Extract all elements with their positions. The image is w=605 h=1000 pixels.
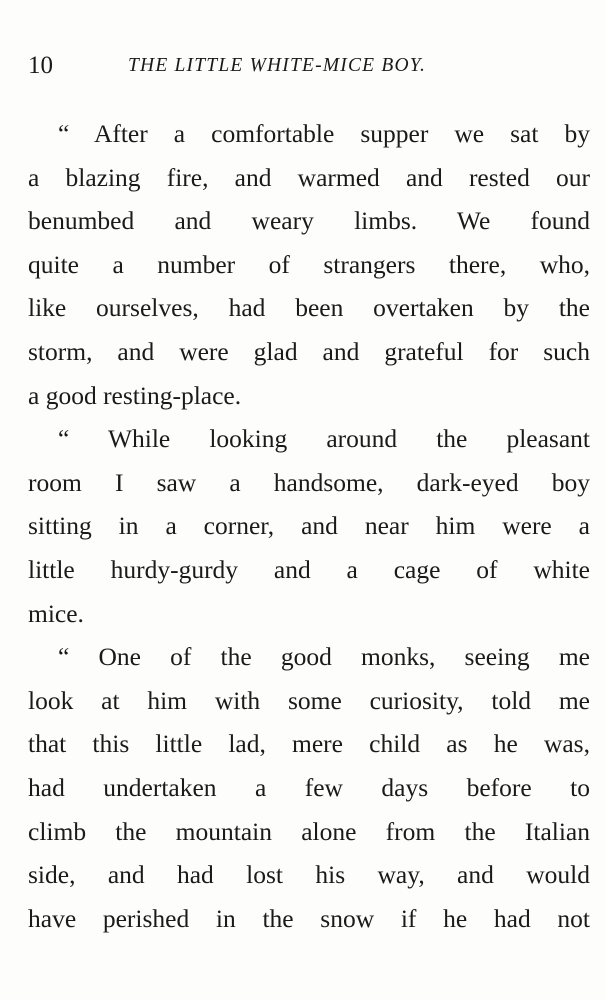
body-text	[28, 112, 590, 940]
text-line: like ourselves, had been overtaken by the	[28, 293, 590, 323]
text-line: side, and had lost his way, and would	[28, 860, 590, 890]
text-line: “ After a comfortable supper we sat by	[58, 119, 590, 148]
text-line: a blazing fire, and warmed and rested our	[28, 162, 590, 192]
text-line: look at him with some curiosity, told me	[28, 685, 590, 715]
text-line: climb the mountain alone from the Italian	[28, 816, 590, 846]
text-line: a good resting-place.	[28, 380, 242, 410]
running-title: THE LITTLE WHITE-MICE BOY.	[128, 55, 427, 76]
text-line: benumbed and weary limbs. We found	[28, 206, 590, 236]
text-line: that this little lad, mere child as he was,	[28, 729, 590, 759]
running-head	[28, 48, 577, 84]
text-line: “ One of the good monks, seeing me	[58, 642, 590, 672]
text-line: mice.	[28, 598, 84, 628]
text-line: quite a number of strangers there, who,	[28, 249, 590, 279]
text-line: have perished in the snow if he had not	[28, 903, 590, 933]
text-line: room I saw a handsome, dark-eyed boy	[28, 467, 590, 497]
text-line: “ While looking around the pleasant	[58, 424, 590, 454]
text-line: had undertaken a few days before to	[28, 772, 590, 802]
text-line: storm, and were glad and grateful for such	[28, 336, 590, 366]
page-number: 10	[28, 52, 53, 79]
text-line: little hurdy-gurdy and a cage of white	[28, 554, 590, 584]
text-line: sitting in a corner, and near him were a	[28, 511, 590, 541]
